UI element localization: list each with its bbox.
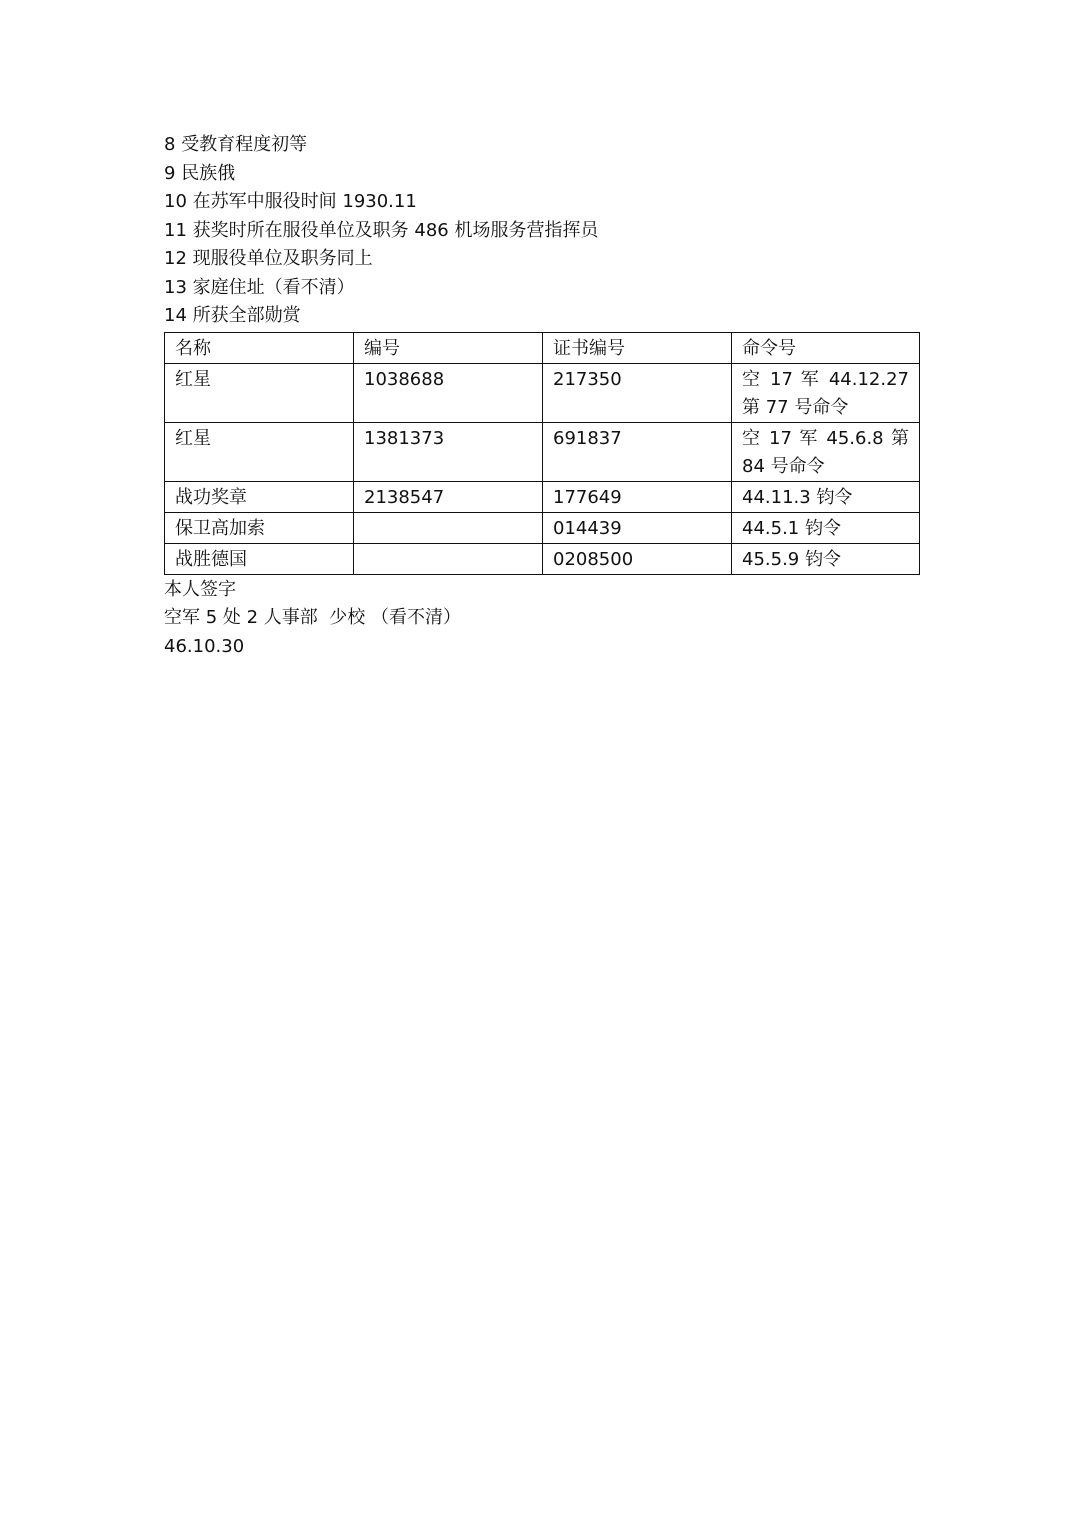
award-name: 保卫高加索 — [165, 512, 354, 543]
award-certificate: 0208500 — [543, 543, 732, 574]
award-name: 红星 — [165, 422, 354, 481]
award-order: 44.5.1 钧令 — [732, 512, 920, 543]
table-row — [165, 363, 920, 422]
awards-table — [164, 332, 920, 575]
field-number: 11 — [164, 219, 187, 241]
award-number: 1038688 — [354, 363, 543, 422]
field-line-9 — [164, 160, 924, 189]
field-line-13 — [164, 274, 924, 303]
header-number: 编号 — [354, 332, 543, 363]
field-line-12 — [164, 245, 924, 274]
issuer-line: 空军 5 处 2 人事部 少校 （看不清） — [164, 607, 461, 628]
field-text: 现服役单位及职务同上 — [192, 248, 373, 269]
field-number: 10 — [164, 191, 187, 212]
document-date: 46.10.30 — [164, 635, 245, 657]
award-certificate: 177649 — [543, 481, 732, 512]
award-order: 空 17 军 45.6.8 第 84 号命令 — [732, 422, 920, 481]
field-line-10 — [164, 188, 924, 217]
field-number: 14 — [164, 305, 187, 326]
award-name: 战功奖章 — [165, 481, 354, 512]
field-text: 家庭住址（看不清） — [192, 276, 355, 298]
table-row — [165, 543, 920, 574]
table-header-row — [165, 332, 920, 363]
header-name: 名称 — [165, 332, 354, 363]
signature-label: 本人签字 — [164, 578, 236, 600]
field-number: 9 — [164, 162, 176, 184]
field-number: 8 — [164, 134, 176, 155]
field-text: 获奖时所在服役单位及职务 486 机场服务营指挥员 — [192, 219, 599, 241]
award-name: 红星 — [165, 363, 354, 422]
field-number: 13 — [164, 276, 187, 298]
award-name: 战胜德国 — [165, 543, 354, 574]
award-order: 空 17 军 44.12.27 第 77 号命令 — [732, 363, 920, 422]
field-line-8 — [164, 131, 924, 160]
field-text: 所获全部勋赏 — [192, 305, 301, 326]
field-text: 民族俄 — [181, 162, 236, 184]
award-number: 1381373 — [354, 422, 543, 481]
award-number — [354, 543, 543, 574]
table-row — [165, 512, 920, 543]
award-order: 45.5.9 钧令 — [732, 543, 920, 574]
award-certificate: 014439 — [543, 512, 732, 543]
header-order: 命令号 — [732, 332, 920, 363]
award-certificate: 217350 — [543, 363, 732, 422]
award-number — [354, 512, 543, 543]
table-row — [165, 422, 920, 481]
field-line-14 — [164, 302, 924, 331]
table-row — [165, 481, 920, 512]
field-text: 在苏军中服役时间 1930.11 — [192, 191, 417, 212]
award-certificate: 691837 — [543, 422, 732, 481]
field-number: 12 — [164, 248, 187, 269]
award-order: 44.11.3 钧令 — [732, 481, 920, 512]
field-text: 受教育程度初等 — [181, 134, 308, 155]
header-certificate: 证书编号 — [543, 332, 732, 363]
document-content — [164, 131, 924, 661]
field-line-11 — [164, 217, 924, 246]
award-number: 2138547 — [354, 481, 543, 512]
